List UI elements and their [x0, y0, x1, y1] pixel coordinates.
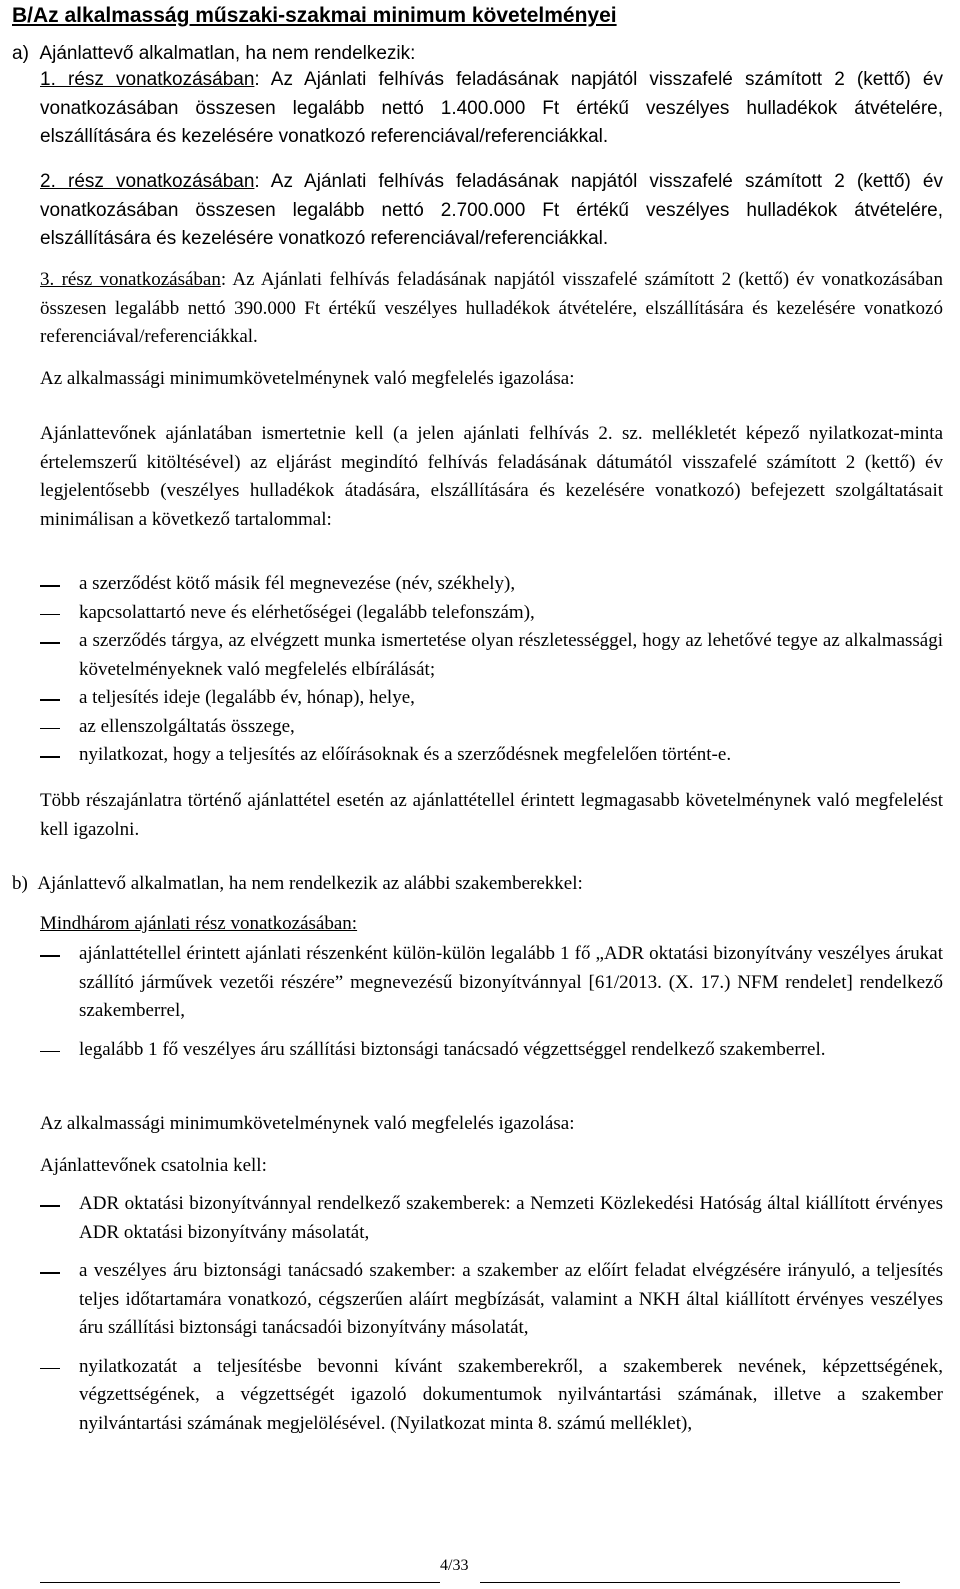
list-item: nyilatkozatát a teljesítésbe bevonni kívánt szakemberekről, a szakemberek nevének, képzettségének, végzettségének, a végzettségét igazoló dokumentumok nyilvántartási számának, illetve a szakember nyilvántartási számának megjelölésével. (Nyilatkozat minta 8. számú melléklet),	[79, 1355, 943, 1434]
list-item: ajánlattétellel érintett ajánlati részenként külön-külön legalább 1 fő „ADR oktatási bizonyítvány veszélyes árukat szállító járművek vezetői részére” megnevezésű bizonyítvánnyal [61/2013. (X. 17.) NFM rendelet] rendelkező szakemberrel,	[79, 943, 943, 1021]
section-b-intro: b) Ajánlattevő alkalmatlan, ha nem rendelkezik az alábbi szakemberekkel:	[12, 873, 583, 894]
list-item: a szerződés tárgya, az elvégzett munka ismertetése olyan részletességgel, hogy az lehetővé tegye az alkalmassági követelményeknek való megfelelés elbírálását;	[79, 630, 943, 680]
footer-rule-right	[480, 1582, 900, 1583]
section-a-intro: a) Ajánlattevő alkalmatlan, ha nem rendelkezik:	[12, 43, 416, 64]
page-number: 4/33	[440, 1557, 469, 1574]
part-1-paragraph	[40, 66, 943, 152]
list-item: nyilatkozat, hogy a teljesítés az előírásoknak és a szerződésnek megfelelően történt-e.	[79, 744, 732, 765]
section-b-subheading: Mindhárom ajánlati rész vonatkozásában:	[40, 913, 358, 934]
part-3-text: : Az Ajánlati felhívás feladásának napjától visszafelé számított 2 (kettő) év vonatkozásában összesen legalább nettó 390.000 Ft értékű veszélyes hulladékok átvételére, elszállítására és kezelésére vonatkozó referenciával/referenciákkal.	[40, 269, 943, 347]
closing-paragraph: Több részajánlatra történő ajánlattétel esetén az ajánlattétellel érintett legmagasabb követelménynek való megfelelést kell igazolni.	[40, 790, 943, 840]
part-3-lead: 3. rész vonatkozásában	[40, 269, 221, 290]
part-1-text: : Az Ajánlati felhívás feladásának napjától visszafelé számított 2 (kettő) év vonatkozásában összesen legalább nettó 1.400.000 Ft értékű veszélyes hulladékok átvételére, elszállítására és kezelésére vonatkozó referenciával/referenciákkal.	[40, 69, 943, 147]
experts-list	[40, 940, 943, 1064]
attach-heading: Ajánlattevőnek csatolnia kell:	[40, 1155, 267, 1176]
requirements-list	[40, 570, 943, 770]
proof-heading-a: Az alkalmassági minimumkövetelménynek való megfelelés igazolása:	[40, 368, 575, 389]
attachments-list	[40, 1190, 943, 1438]
part-2-lead: 2. rész vonatkozásában	[40, 171, 255, 192]
list-item: az ellenszolgáltatás összege,	[79, 715, 295, 737]
list-item: legalább 1 fő veszélyes áru szállítási biztonsági tanácsadó végzettséggel rendelkező szakemberrel.	[79, 1038, 826, 1060]
proof-heading-b: Az alkalmassági minimumkövetelménynek való megfelelés igazolása:	[40, 1113, 575, 1134]
list-item: a szerződést kötő másik fél megnevezése (név, székhely),	[79, 573, 516, 594]
list-item: a veszélyes áru biztonsági tanácsadó szakember: a szakember az előírt feladat elvégzésére irányuló, a teljesítés teljes időtartamára vonatkozó, cégszerűen aláírt megbízását, valamint a NKH által kiállított érvényes veszélyes áru szállítási biztonsági tanácsadói bizonyítvány másolatát,	[79, 1260, 943, 1338]
section-heading: B/Az alkalmasság műszaki-szakmai minimum követelményei	[12, 4, 617, 27]
part-3-paragraph	[40, 266, 943, 352]
part-2-text: : Az Ajánlati felhívás feladásának napjától visszafelé számított 2 (kettő) év vonatkozásában összesen legalább nettó 2.700.000 Ft értékű veszélyes hulladékok átvételére, elszállítására és kezelésére vonatkozó referenciával/referenciákkal.	[40, 171, 943, 249]
proof-text-a: Ajánlattevőnek ajánlatában ismertetnie kell (a jelen ajánlati felhívás 2. sz. mellékletét képező nyilatkozat-minta értelemszerű kitöltésével) az eljárást megindító felhívás feladásának dátumától visszafelé számított 2 (kettő) év legjelentősebb (veszélyes hulladékok átadására, elszállítására és kezelésére vonatkozó) befejezett szolgáltatásait minimálisan a következő tartalommal:	[40, 423, 943, 530]
part-1-lead: 1. rész vonatkozásában	[40, 69, 255, 90]
list-item: ADR oktatási bizonyítvánnyal rendelkező szakemberek: a Nemzeti Közlekedési Hatóság által kiállított érvényes ADR oktatási bizonyítvány másolatát,	[79, 1193, 943, 1243]
list-item: a teljesítés ideje (legalább év, hónap), helye,	[79, 687, 415, 708]
list-item: kapcsolattartó neve és elérhetőségei (legalább telefonszám),	[79, 601, 535, 623]
footer-rule-left	[40, 1582, 440, 1583]
part-2-paragraph	[40, 168, 943, 254]
